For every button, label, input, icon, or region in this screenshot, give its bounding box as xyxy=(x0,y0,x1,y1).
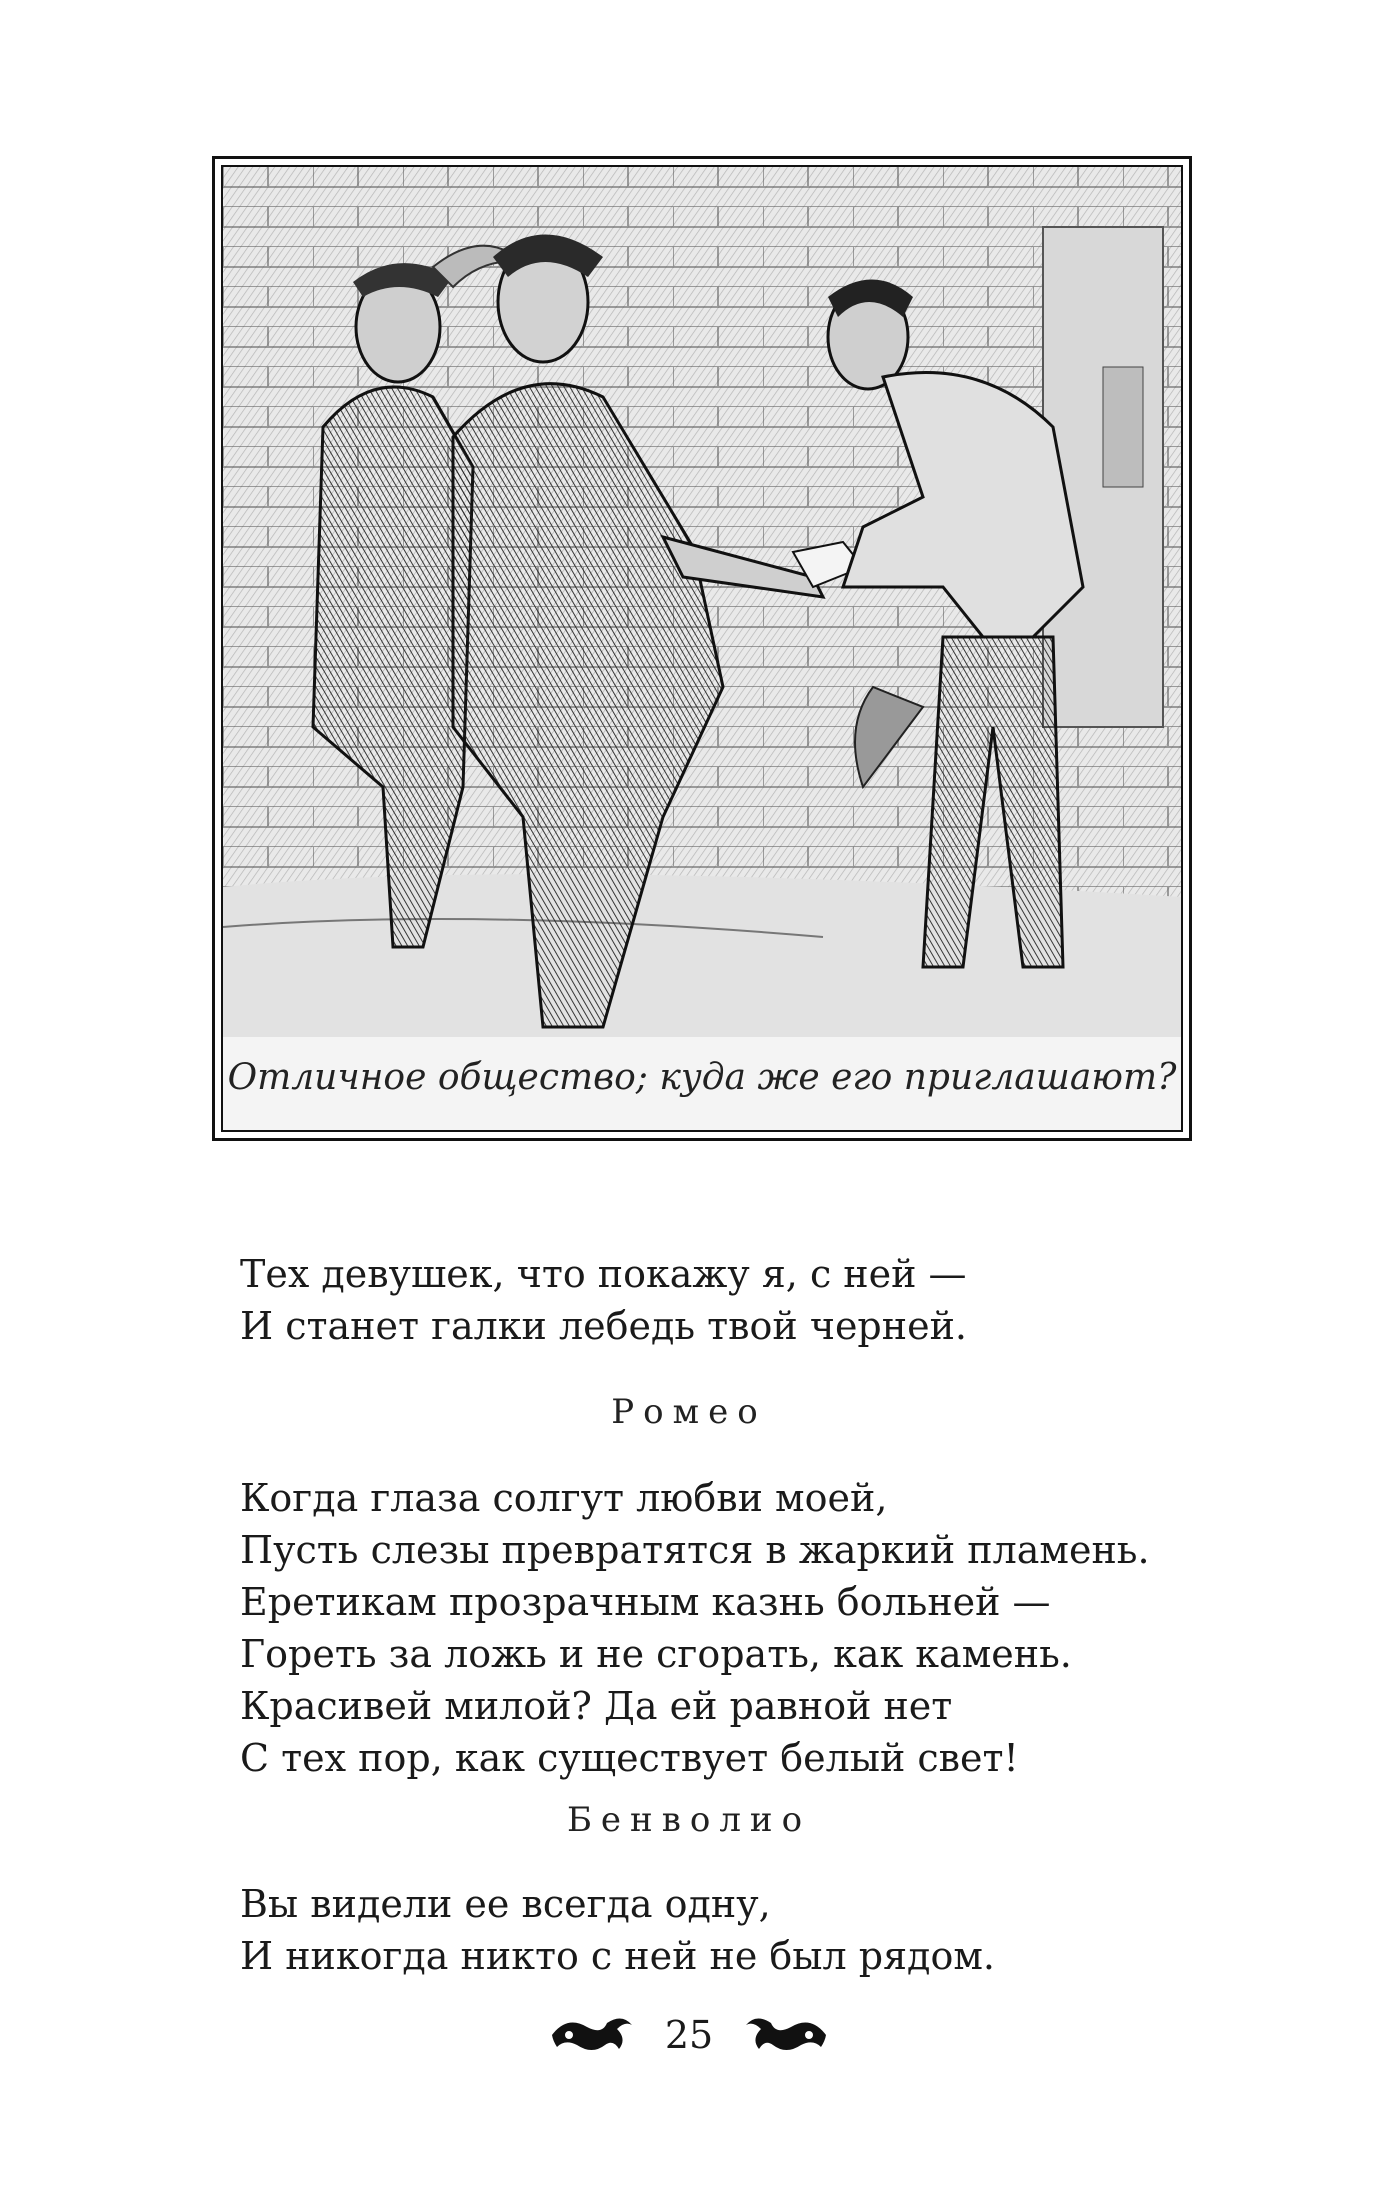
stanza-2 xyxy=(240,1472,1150,1784)
speaker-name-romeo: Ромео xyxy=(611,1392,767,1432)
stanza-3 xyxy=(240,1878,995,1982)
engraving-scene xyxy=(223,167,1183,1132)
illustration-frame xyxy=(212,156,1192,1141)
verse-line: Пусть слезы превратятся в жаркий пламень. xyxy=(240,1528,1150,1572)
verse-line: Гореть за ложь и не сгорать, как камень. xyxy=(240,1632,1072,1676)
verse-line: Красивей милой? Да ей равной нет xyxy=(240,1684,953,1728)
verse-line: Еретикам прозрачным казнь больней — xyxy=(240,1580,1051,1624)
verse-line: И никогда никто с ней не был рядом. xyxy=(240,1934,995,1978)
page-number: 25 xyxy=(664,2013,714,2057)
speaker-name-benvolio: Бенволио xyxy=(566,1800,812,1840)
fleuron-right-icon xyxy=(741,2005,831,2065)
verse-line: С тех пор, как существует белый свет! xyxy=(240,1736,1019,1780)
engraving-illustration xyxy=(221,165,1183,1132)
fleuron-left-icon xyxy=(547,2005,637,2065)
verse-line: Вы видели ее всегда одну, xyxy=(240,1882,771,1926)
illustration-caption: Отличное общество; куда же его приглашают? xyxy=(227,1057,1177,1098)
stanza-1 xyxy=(240,1248,967,1352)
verse-line: Когда глаза солгут любви моей, xyxy=(240,1476,888,1520)
verse-line: И станет галки лебедь твой черней. xyxy=(240,1304,967,1348)
page-footer xyxy=(0,2000,1378,2070)
verse-line: Тех девушек, что покажу я, с ней — xyxy=(240,1252,967,1296)
